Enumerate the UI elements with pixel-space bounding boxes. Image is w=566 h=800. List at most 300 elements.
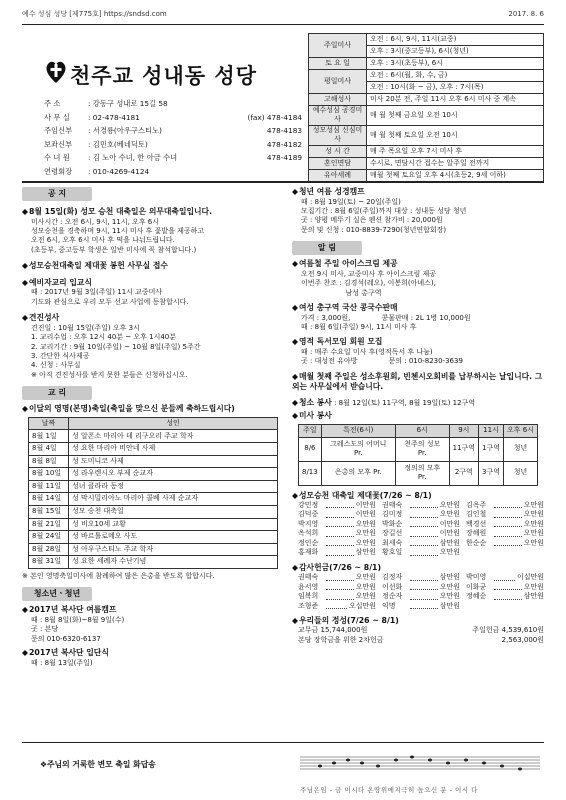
donor-name: 김인철 [466, 510, 487, 519]
feast-date: 8월 11일 [29, 480, 69, 493]
feast-header-cell: 성인 [69, 417, 278, 430]
donor-item [466, 592, 544, 601]
notice-line: 견진일 : 10월 15일(주일) 오후 3시 [31, 323, 140, 332]
ice-line: 남성 총구역 [301, 288, 382, 297]
mass-schedule-table [308, 33, 544, 182]
serve-cell: 은총의 모후 Pr. [321, 461, 395, 485]
serve-row [299, 437, 538, 461]
gift-label: 교무금 15,744,000원 [298, 626, 368, 635]
donor-amount: 오만원 [439, 548, 460, 557]
notice-c-title: ◆예비자교리 입교식 [22, 277, 92, 287]
donor-leader [494, 520, 522, 527]
donor-leader [494, 573, 515, 580]
donor-amount: 오만원 [355, 582, 376, 591]
feast-row [29, 455, 278, 468]
mass-label: 성모성심 신심미사 [309, 125, 367, 145]
gift-amount: 주일헌금 4,539,610원 [472, 626, 544, 635]
camp-line: 곳 : 양평 메뚜기 실은 펜션 참가비 : 20,000원 [301, 216, 443, 225]
thanks-title: ◆감사헌금(7/26 ~ 8/1) [292, 562, 382, 572]
gift-list [292, 626, 544, 645]
notice-line: 4. 신청 : 사무실 [31, 361, 81, 370]
feast-row [29, 543, 278, 556]
header-left: 예수 성심 성당 [제775호] https://sndsd.com [22, 10, 167, 18]
notice-line: 때 : 2017년 9월 3일(주일) 11시 교중미사 [31, 288, 163, 297]
feast-row [29, 480, 278, 493]
donor-amount: 이십만원 [516, 573, 544, 582]
info-phone: 478-4189 [266, 153, 302, 163]
notice-line: 기도와 관심으로 우리 모두 선교 사업에 동참합시다. [31, 297, 189, 306]
info-value: : 김민호(베네딕토) [88, 139, 148, 149]
issue-date: 2017. 8. 6 [508, 10, 544, 18]
info-value: : 010-4269-4124 [88, 166, 150, 176]
mass-time: 매 월 첫째 금요일 오전 10시 [367, 106, 544, 126]
donor-name: 임복희 [298, 592, 319, 601]
donor-amount: 오만원 [439, 510, 460, 519]
camp-body [292, 198, 544, 236]
mass-time: 오전 : 10시(화 ~ 금), 오후 : 7시(목) [367, 82, 544, 94]
feast-date: 8월 1일 [29, 430, 69, 443]
page-title: 천주교 성내동 성당 [70, 63, 257, 88]
gift-label: 본당 장학금을 위한 2차헌금 [298, 635, 384, 644]
camp-line: 모집기간 : 8월 6일(주일)까지 대상 : 성내동 성당 청년 [301, 206, 467, 215]
youth-line: 문의 010-6320-6137 [31, 634, 101, 643]
feast-table [28, 417, 278, 569]
ice-line: 이번주 찬조 : 김경석(레오), 이봉희(아녜스), [301, 279, 436, 288]
donor-amount: 오만원 [439, 582, 460, 591]
mass-row [309, 169, 544, 181]
donor-item [466, 539, 544, 548]
donor-item [298, 602, 376, 611]
serve-cell: 청년 [504, 437, 538, 461]
serve-header-cell: 특전(6시) [321, 424, 395, 437]
feast-row [29, 518, 278, 531]
notice-line: 2. 교리기간 : 9월 10일(주일) ~ 10월 8일(주일) 5주간 [31, 342, 201, 351]
mass-label: 주일미사 [309, 34, 367, 58]
feast-date: 8월 15일 [29, 505, 69, 518]
feast-date: 8월 28일 [29, 543, 69, 556]
mid-rule [22, 181, 544, 183]
section-notice: 공 지 [22, 187, 92, 201]
donor-amount: 오만원 [523, 519, 544, 528]
farm-line: 가격 : 3,000원, 콩물판매 : 2L 1병 10,000원 [301, 313, 471, 322]
mass-label: 토 요 일 [309, 58, 367, 70]
donor-item [298, 592, 376, 601]
donor-amount: 오만원 [523, 510, 544, 519]
donor-item [466, 602, 544, 611]
donor-item [382, 592, 460, 601]
notice-d-body [22, 324, 286, 381]
info-row [44, 140, 302, 154]
serve-title: ◆미사 봉사 [292, 411, 332, 421]
youth-line: 때 : 8월 13일(주일) [31, 658, 93, 667]
mass-time: 오후 : 3시(중고등부), 6시(청년) [367, 46, 544, 58]
notice-line: 오전 6시, 오후 6시 미사 후 떡을 나눠드립니다. [31, 236, 175, 245]
donor-name: 김옥주 [466, 501, 487, 510]
donor-name: 정인순 [298, 538, 319, 547]
thanks-list [292, 573, 544, 611]
donor-name: 최세숙 [382, 538, 403, 547]
mass-time: 오후 : 3시(초등부), 6시 [367, 58, 544, 70]
feast-date: 8월 24일 [29, 531, 69, 544]
feast-note: ※ 본인 영명축일미사에 참례하여 많은 은총을 받도록 합합시다. [22, 571, 215, 580]
feast-saint: 성 막시밀리아노 마리아 콜베 사제 순교자 [69, 493, 278, 506]
donor-name: 김정자 [382, 573, 403, 582]
notice-a-body [22, 218, 286, 256]
mass-row [309, 125, 544, 145]
donor-leader [326, 592, 354, 599]
mass-time: 매 월 첫째 토요일 오전 10시 [367, 125, 544, 145]
donor-leader [410, 520, 438, 527]
serve-cell: 2구역 [449, 461, 478, 485]
donor-name: 박화순 [382, 519, 403, 528]
serve-header [299, 424, 538, 437]
mass-time: 수시로, 면담시간 접수는 알주일 전까지 [367, 157, 544, 169]
donor-name: 권태숙 [298, 573, 319, 582]
donor-item [466, 583, 544, 592]
donor-item [298, 529, 376, 538]
feast-row [29, 531, 278, 544]
donor-amount: 오만원 [355, 519, 376, 528]
footer-title: ❖주님의 거룩한 변모 축일 화답송 [40, 760, 156, 769]
donor-leader [326, 573, 354, 580]
donor-amount: 오십만원 [348, 601, 376, 610]
youth-b-title: ◆2017년 복사단 입단식 [22, 648, 109, 658]
donor-leader [494, 501, 522, 508]
donor-name: 옥석희 [298, 529, 319, 538]
feast-date: 8월 21일 [29, 518, 69, 531]
donor-amount: 오만원 [355, 592, 376, 601]
youth-a-body [22, 616, 286, 644]
mass-row [309, 70, 544, 82]
donor-leader [494, 583, 522, 590]
mass-time: 오전 : 6시(월, 화, 수, 금) [367, 70, 544, 82]
farm-title: ◆여성 총구역 국산 콩국수판매 [292, 303, 398, 313]
feast-row [29, 493, 278, 506]
notice-line: 3. 간단한 식사제공 [31, 352, 90, 360]
donor-amount: 오만원 [355, 529, 376, 538]
donor-item [382, 548, 460, 557]
gift-amount: 2,563,000원 [501, 635, 544, 644]
donor-leader [410, 548, 438, 555]
donor-leader [326, 510, 354, 517]
donor-leader [494, 539, 522, 546]
donor-leader [326, 529, 354, 536]
ice-line: 오전 9시 미사, 교중미사 후 아이스크림 제공 [301, 269, 436, 278]
notice-line: (초등부, 중고등부 학생은 일반 미사에 꼭 참석합니다.) [31, 245, 197, 254]
serve-row [299, 461, 538, 485]
donor-amount: 오만원 [523, 582, 544, 591]
feast-saint: 성 도미니코 사제 [69, 455, 278, 468]
feast-saint: 성 요한 세례자 수난기념 [69, 556, 278, 569]
mass-label: 성 시 간 [309, 145, 367, 157]
serve-header-cell: 11시 [479, 424, 504, 437]
church-logo-icon [44, 58, 68, 84]
parish-info [44, 99, 302, 181]
donor-name: 정순자 [382, 592, 403, 601]
cleaning-line: ◆청소 봉사 : 8월 12일(토) 11구역, 8월 19일(토) 12구역 [292, 397, 476, 407]
donor-name: 김덕중 [298, 510, 319, 519]
donor-amount: 삼만원 [355, 548, 376, 557]
donor-name: 박미영 [466, 573, 487, 582]
feast-row [29, 468, 278, 481]
donor-name: 홍재화 [298, 548, 319, 557]
footer-rule [22, 742, 544, 743]
info-phone: 478-4182 [266, 139, 302, 149]
donor-item [382, 510, 460, 519]
donor-name: 익명 [382, 601, 396, 610]
donor-name: 이화균 [466, 582, 487, 591]
gift-row [298, 626, 544, 635]
donor-amount: 오만원 [355, 538, 376, 547]
donor-amount: 오만원 [439, 592, 460, 601]
notice-line: 미사시간 : 오전 6시, 9시, 11시, 오후 6시 [31, 217, 160, 226]
feast-row [29, 556, 278, 569]
info-row [44, 126, 302, 140]
mass-time: 매월 첫째 토요일 오후 4시(초등2, 9세 이하) [367, 169, 544, 181]
info-row [44, 113, 302, 127]
donor-amount: 오만원 [523, 538, 544, 547]
donor-name: 권태숙 [382, 501, 403, 510]
feast-header [29, 417, 278, 430]
donor-amount: 삼만원 [523, 592, 544, 601]
camp-line: 때 : 8월 19일(토) ~ 20일(주일) [301, 197, 401, 206]
donor-name: 장해원 [466, 529, 487, 538]
mass-row [309, 34, 544, 46]
info-value: : 김 노아 수녀, 한 아금 수녀 [88, 153, 178, 163]
mass-label: 고해성사 [309, 94, 367, 106]
serve-cell: 3구역 [479, 461, 504, 485]
donor-amount: 이만원 [439, 519, 460, 528]
notice-d-title: ◆견진성사 [22, 313, 60, 323]
mass-row [309, 157, 544, 169]
donor-item [382, 583, 460, 592]
info-key: 주 소 [44, 99, 61, 108]
youth-b-body [22, 659, 286, 668]
page-header [22, 10, 544, 22]
donor-name: 조형준 [298, 601, 319, 610]
feast-saint: 성 라우렌시오 부제 순교자 [69, 468, 278, 481]
mass-time: 미사 20분 전, 주일 11시 오후 6시 미사 중 계속 [367, 94, 544, 106]
info-key: 수 녀 원 [44, 153, 70, 163]
donor-item [466, 548, 544, 557]
reading-line: 때 : 매주 수요일 미사 후(영적독서 후 나눔) [301, 348, 433, 356]
notice-b-title: ◆성모승천대축일 제대꽃 봉헌 사무실 접수 [22, 261, 168, 271]
donor-amount: 이만원 [439, 529, 460, 538]
info-row [44, 153, 302, 167]
notice-line: 성모승천을 경축하며 9시, 11시 미사 후 꽃밭을 제공하고 [31, 226, 205, 235]
donor-item [466, 520, 544, 529]
section-youth: 청소년ㆍ청년 [22, 587, 92, 601]
youth-line: 곳 : 본당 [31, 625, 59, 634]
donor-leader [410, 501, 438, 508]
info-row [44, 167, 302, 181]
donor-name: 백경선 [466, 519, 487, 528]
camp-line: 문의 및 신청 : 010-8839-7290(청년연합회장) [301, 225, 447, 234]
left-column [22, 187, 286, 668]
serve-header-cell: 9시 [449, 424, 478, 437]
feast-row [29, 505, 278, 518]
donor-item [382, 573, 460, 582]
donor-name: 장길선 [382, 529, 403, 538]
mass-time: 오전 : 6시, 9시, 11시(교중) [367, 34, 544, 46]
donor-leader [494, 510, 522, 517]
feast-row [29, 430, 278, 443]
feast-saint: 성 비오10세 교황 [69, 518, 278, 531]
first-sunday-note: ◆매월 첫째 주일은 성소후원회, 빈첸시오회비를 납부하시는 날입니다. 그 외는 사무실에서 받습니다. [292, 371, 543, 392]
flower-title: ◆성모승천 대축일 제대꽃(7/26 ~ 8/1) [292, 490, 432, 500]
donor-item [298, 520, 376, 529]
mass-label: 예수성심 공경미사 [309, 106, 367, 126]
notice-c-body [22, 288, 286, 307]
info-phone: (fax) 478-4184 [247, 112, 302, 122]
feast-saint: 성 요한 마리아 비안네 사제 [69, 443, 278, 456]
donor-item [298, 583, 376, 592]
donor-leader [410, 539, 438, 546]
info-key: 연령회장 [44, 166, 73, 176]
youth-a-title: ◆2017년 복사단 여름캠프 [22, 605, 117, 615]
feast-date: 8월 14일 [29, 493, 69, 506]
serve-header-cell: 주일 [299, 424, 322, 437]
donor-name: 이선화 [382, 582, 403, 591]
donor-name: 박지영 [298, 519, 319, 528]
feast-date: 8월 8일 [29, 455, 69, 468]
donor-item [382, 529, 460, 538]
mass-label: 평일미사 [309, 70, 367, 94]
feast-date: 8월 31일 [29, 556, 69, 569]
serve-cell: 정의의 모후 Pr. [395, 461, 449, 485]
feast-row [29, 443, 278, 456]
feast-saint: 성 알폰소 마리아 데 리구오리 주교 학자 [69, 430, 278, 443]
donor-leader [494, 529, 522, 536]
gift-title: ◆우리들의 정성(7/26 ~ 8/1) [292, 615, 399, 625]
info-key: 사 무 실 [44, 112, 70, 122]
feast-date: 8월 4일 [29, 443, 69, 456]
footer-lyric: 주님은임 - 금 이시다 온땅위에지극히 높으신 분 - 이시 다 [300, 786, 478, 794]
donor-leader [326, 520, 354, 527]
notice-line: ※ 아직 견진성사를 받지 못한 분들은 신청하십시오. [31, 370, 188, 379]
serve-cell: 11구역 [449, 437, 478, 461]
feast-title: ◆이달의 영명(본명)축일(축일을 맞으신 분들께 축하드립시다) [22, 404, 235, 414]
right-column [292, 187, 544, 645]
serve-cell: 청년 [504, 461, 538, 485]
donor-item [298, 548, 376, 557]
serve-cell: 그레스도의 어머니 Pr. [321, 437, 395, 461]
donor-amount: 오만원 [523, 501, 544, 510]
serve-cell: 8/13 [299, 461, 322, 485]
feast-saint: 성모 승천 대축일 [69, 505, 278, 518]
donor-leader [410, 592, 438, 599]
donor-amount: 오만원 [355, 573, 376, 582]
donor-leader [326, 548, 354, 555]
top-rule [22, 24, 544, 25]
serve-cell: 1구역 [479, 437, 504, 461]
gift-row [298, 636, 544, 645]
notice-line: 1. 교리수업 : 오후 12시 40분 ~ 오후 1시40분 [31, 333, 177, 342]
donor-leader [410, 602, 438, 609]
mass-row [309, 58, 544, 70]
donor-name: 정혜순 [466, 592, 487, 601]
reading-line: 곳 : 대성전 유아방 문의 : 010-8230-3639 [301, 357, 463, 366]
music-staff-icon [300, 754, 540, 782]
serve-cell: 천주의 성모 Pr. [395, 437, 449, 461]
feast-saint: 성녀 클라라 동정 [69, 480, 278, 493]
donor-item [382, 520, 460, 529]
donor-leader [326, 583, 354, 590]
info-key: 주임신부 [44, 126, 73, 136]
donor-name: 강민정 [298, 501, 319, 510]
donor-amount: 삼만원 [439, 601, 460, 610]
donor-leader [326, 602, 347, 609]
feast-saint: 성 바르톨로메오 사도 [69, 531, 278, 544]
farm-body [292, 314, 544, 333]
serve-header-cell: 6시 [395, 424, 449, 437]
donor-leader [410, 510, 438, 517]
flower-list [292, 501, 544, 558]
camp-title: ◆청년 여름 성경캠프 [292, 187, 365, 196]
section-church: 교 리 [22, 386, 92, 400]
info-row [44, 99, 302, 113]
donor-name: 황호일 [382, 548, 403, 557]
donor-item [382, 602, 460, 611]
donor-name: 윤서영 [298, 582, 319, 591]
ice-title: ◆여름철 주일 아이스크림 제공 [292, 259, 398, 269]
donor-leader [326, 501, 354, 508]
mass-label: 유아세례 [309, 169, 367, 181]
donor-leader [410, 573, 438, 580]
donor-amount: 이만원 [355, 510, 376, 519]
mass-row [309, 94, 544, 106]
donor-item [466, 510, 544, 519]
ice-body [292, 270, 544, 298]
serve-table [298, 424, 538, 486]
notice-a-title: ◆8월 15일(화) 성모 승천 대축일은 의무대축일입니다. [22, 207, 213, 216]
donor-amount: 삼만원 [439, 573, 460, 582]
donor-name: 한순순 [466, 538, 487, 547]
donor-leader [410, 583, 438, 590]
donor-item [466, 573, 544, 582]
donor-leader [326, 539, 354, 546]
feast-header-cell: 날짜 [29, 417, 69, 430]
info-key: 보좌신부 [44, 139, 73, 149]
donor-amount: 삼만원 [439, 538, 460, 547]
donor-amount: 오만원 [523, 529, 544, 538]
serve-cell: 8/6 [299, 437, 322, 461]
reading-title: ◆영적 독서모임 회원 모집 [292, 337, 383, 347]
info-value: : 강동구 성내로 15길 58 [88, 99, 168, 108]
info-value: : 서경룡(아우구스티노) [88, 126, 162, 136]
feast-saint: 성 아우구스티노 주교 학자 [69, 543, 278, 556]
donor-leader [410, 529, 438, 536]
serve-header-cell: 오후 6시 [504, 424, 538, 437]
mass-row [309, 106, 544, 126]
donor-item [298, 539, 376, 548]
info-phone: 478-4183 [266, 126, 302, 136]
reading-body [292, 348, 544, 367]
info-value: : 02-478-4181 [88, 112, 140, 122]
donor-item [382, 539, 460, 548]
donor-amount: 오만원 [439, 501, 460, 510]
youth-line: 때 : 8월 8일(화)~8월 9일(수) [31, 615, 125, 624]
donor-item [298, 510, 376, 519]
donor-name: 김미정 [382, 510, 403, 519]
farm-line: 때 : 8월 6일(주일) 9시, 11시 미사 후 [301, 323, 417, 332]
feast-date: 8월 10일 [29, 468, 69, 481]
donor-amount: 이만원 [355, 501, 376, 510]
donor-item [466, 529, 544, 538]
mass-time: 매 주 목요일 오후 7시 미사 후 [367, 145, 544, 157]
donor-leader [494, 592, 522, 599]
section-announce: 알 림 [292, 241, 362, 255]
